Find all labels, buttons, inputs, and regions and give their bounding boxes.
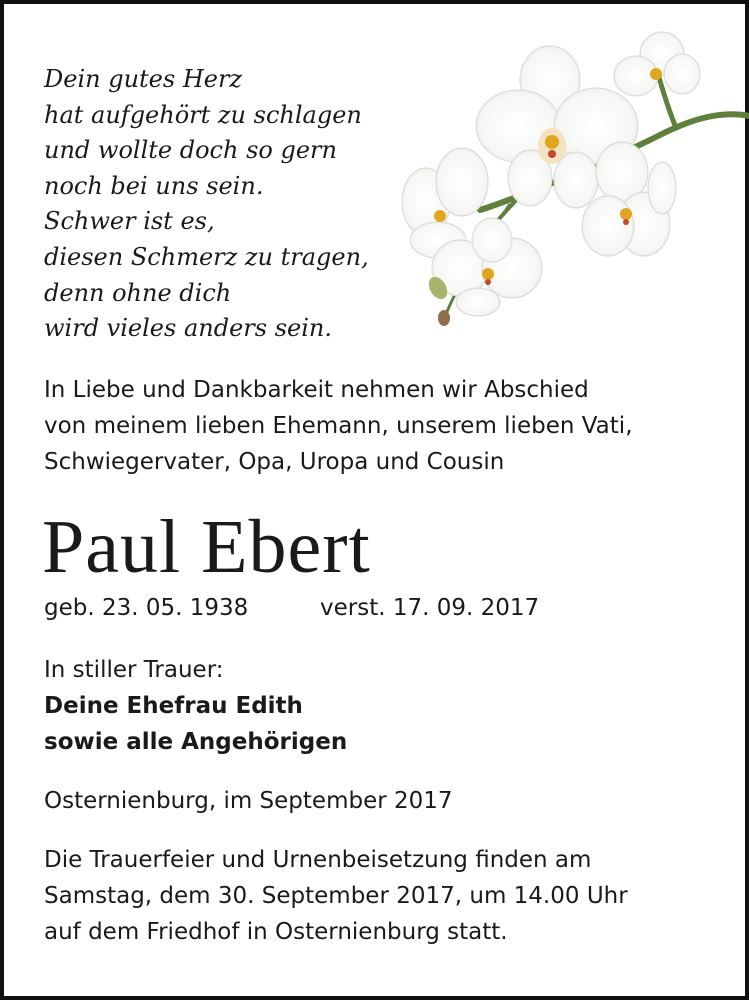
poem-line: wird vieles anders sein. xyxy=(44,314,332,343)
intro-text xyxy=(44,372,633,480)
place-date: Osternienburg, im September 2017 xyxy=(44,788,453,814)
funeral-line: Die Trauerfeier und Urnenbeisetzung finden am xyxy=(44,847,592,873)
poem-line: diesen Schmerz zu tragen, xyxy=(44,242,369,271)
poem-line: hat aufgehört zu schlagen xyxy=(44,100,362,129)
intro-line: In Liebe und Dankbarkeit nehmen wir Abschied xyxy=(44,377,589,403)
poem-line: denn ohne dich xyxy=(44,278,232,307)
funeral-info xyxy=(44,842,628,950)
poem xyxy=(44,62,369,347)
deceased-name: Paul Ebert xyxy=(42,505,371,589)
funeral-line: auf dem Friedhof in Osternienburg statt. xyxy=(44,919,508,945)
intro-line: Schwiegervater, Opa, Uropa und Cousin xyxy=(44,449,505,475)
mourners-heading: In stiller Trauer: xyxy=(44,657,224,683)
mourners xyxy=(44,652,347,760)
poem-line: Schwer ist es, xyxy=(44,207,215,236)
orchid-image xyxy=(400,18,749,328)
funeral-line: Samstag, dem 30. September 2017, um 14.00 Uhr xyxy=(44,883,628,909)
intro-line: von meinem lieben Ehemann, unserem lieben Vati, xyxy=(44,413,633,439)
poem-line: und wollte doch so gern xyxy=(44,136,337,165)
poem-line: noch bei uns sein. xyxy=(44,171,264,200)
mourner-relatives: sowie alle Angehörigen xyxy=(44,729,348,755)
mourner-spouse: Deine Ehefrau Edith xyxy=(44,693,303,719)
life-dates xyxy=(44,592,540,624)
poem-line: Dein gutes Herz xyxy=(44,65,243,93)
birth-date: geb. 23. 05. 1938 xyxy=(44,595,249,621)
death-date: verst. 17. 09. 2017 xyxy=(320,595,540,621)
